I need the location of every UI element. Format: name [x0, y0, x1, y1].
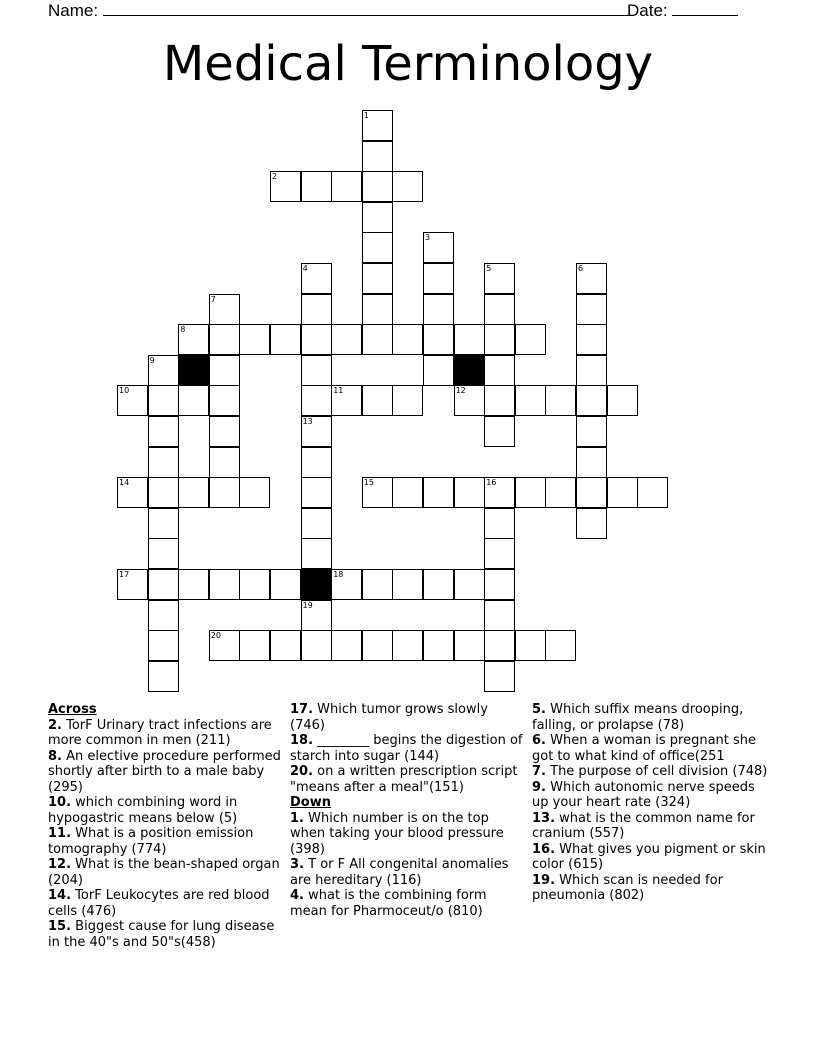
- grid-cell[interactable]: [484, 416, 515, 447]
- grid-cell[interactable]: [209, 355, 240, 386]
- clue-down-7: 7. The purpose of cell division (748): [532, 764, 768, 779]
- grid-cell[interactable]: [301, 447, 332, 478]
- clue-number: 20: [210, 631, 221, 641]
- grid-cell[interactable]: [148, 538, 179, 569]
- clues-column-3: [532, 702, 772, 904]
- grid-cell[interactable]: [209, 447, 240, 478]
- grid-cell[interactable]: [454, 477, 485, 508]
- grid-cell[interactable]: [484, 600, 515, 631]
- grid-cell[interactable]: [392, 477, 423, 508]
- grid-cell[interactable]: [301, 477, 332, 508]
- grid-cell[interactable]: [484, 324, 515, 355]
- clue-number: 8: [180, 325, 186, 335]
- grid-cell[interactable]: [301, 324, 332, 355]
- grid-cell[interactable]: [484, 294, 515, 325]
- grid-cell[interactable]: [148, 477, 179, 508]
- grid-cell[interactable]: [362, 141, 393, 172]
- grid-cell[interactable]: [392, 569, 423, 600]
- across-heading: Across: [48, 702, 97, 717]
- black-cell: [301, 569, 332, 600]
- grid-cell[interactable]: [576, 324, 607, 355]
- grid-cell[interactable]: [392, 630, 423, 661]
- grid-cell[interactable]: [209, 324, 240, 355]
- grid-cell[interactable]: [178, 324, 209, 355]
- grid-cell[interactable]: [301, 630, 332, 661]
- grid-cell[interactable]: [423, 477, 454, 508]
- grid-cell[interactable]: [301, 294, 332, 325]
- grid-cell[interactable]: [148, 600, 179, 631]
- grid-cell[interactable]: [576, 385, 607, 416]
- grid-cell[interactable]: [484, 508, 515, 539]
- grid-cell[interactable]: [423, 294, 454, 325]
- grid-cell[interactable]: [607, 477, 638, 508]
- grid-cell[interactable]: [515, 385, 546, 416]
- grid-cell[interactable]: [301, 355, 332, 386]
- clue-number: 19: [302, 600, 313, 610]
- clue-down-19: 19. Which scan is needed for pneumonia (802): [532, 872, 723, 903]
- grid-cell[interactable]: [301, 508, 332, 539]
- grid-cell[interactable]: [362, 171, 393, 202]
- clue-across-11: 11. What is a position emission tomography (774): [48, 826, 254, 857]
- grid-cell[interactable]: [484, 569, 515, 600]
- grid-cell[interactable]: [423, 324, 454, 355]
- puzzle-title: Medical Terminology: [162, 36, 654, 92]
- clue-number: 10: [119, 386, 130, 396]
- clue-across-18: 18. ________ begins the digestion of starch into sugar (144): [290, 733, 523, 764]
- clue-down-9: 9. Which autonomic nerve speeds up your heart rate (324): [532, 779, 755, 810]
- grid-cell[interactable]: [454, 630, 485, 661]
- grid-cell[interactable]: [362, 477, 393, 508]
- clue-across-17: 17. Which tumor grows slowly (746): [290, 702, 488, 733]
- grid-cell[interactable]: [209, 385, 240, 416]
- clue-down-3: 3. T or F All congenital anomalies are hereditary (116): [290, 857, 509, 888]
- grid-cell[interactable]: [362, 630, 393, 661]
- grid-cell[interactable]: [301, 385, 332, 416]
- grid-cell[interactable]: [576, 355, 607, 386]
- grid-cell[interactable]: [484, 538, 515, 569]
- grid-cell[interactable]: [362, 385, 393, 416]
- grid-cell[interactable]: [301, 600, 332, 631]
- black-cell: [454, 355, 485, 386]
- grid-cell[interactable]: [148, 661, 179, 692]
- clues-column-2: [290, 702, 525, 919]
- clue-number: 2: [272, 172, 278, 182]
- clue-number: 18: [333, 570, 344, 579]
- grid-cell[interactable]: [331, 385, 362, 416]
- grid-cell[interactable]: [117, 477, 148, 508]
- grid-cell[interactable]: [392, 385, 423, 416]
- grid-cell[interactable]: [209, 416, 240, 447]
- grid-cell[interactable]: [209, 294, 240, 325]
- grid-cell[interactable]: [576, 263, 607, 294]
- grid-cell[interactable]: [454, 569, 485, 600]
- clue-number: 4: [302, 264, 308, 273]
- grid-cell[interactable]: [148, 385, 179, 416]
- grid-cell[interactable]: [331, 171, 362, 202]
- down-heading: Down: [290, 795, 331, 810]
- grid-cell[interactable]: [545, 630, 576, 661]
- clues-column-1: [48, 702, 283, 950]
- grid-cell[interactable]: [454, 385, 485, 416]
- grid-cell[interactable]: [515, 477, 546, 508]
- grid-cell[interactable]: [117, 385, 148, 416]
- grid-cell[interactable]: [148, 508, 179, 539]
- clue-number: 13: [302, 417, 313, 426]
- grid-cell[interactable]: [331, 569, 362, 600]
- grid-cell[interactable]: [209, 477, 240, 508]
- grid-cell[interactable]: [423, 569, 454, 600]
- grid-cell[interactable]: [148, 447, 179, 478]
- clue-number: 3: [425, 233, 431, 243]
- grid-cell[interactable]: [362, 232, 393, 263]
- grid-cell[interactable]: [301, 263, 332, 294]
- grid-cell[interactable]: [362, 263, 393, 294]
- clue-down-16: 16. What gives you pigment or skin color (615): [532, 841, 766, 872]
- grid-cell[interactable]: [148, 630, 179, 661]
- grid-cell[interactable]: [484, 477, 515, 508]
- grid-cell[interactable]: [392, 171, 423, 202]
- grid-cell[interactable]: [148, 355, 179, 386]
- grid-cell[interactable]: [331, 324, 362, 355]
- clue-number: 15: [363, 478, 374, 488]
- clue-across-15: 15. Biggest cause for lung disease in the 40"s and 50"s(458): [48, 919, 275, 950]
- grid-cell[interactable]: [515, 630, 546, 661]
- grid-cell[interactable]: [239, 477, 270, 508]
- grid-cell[interactable]: [362, 202, 393, 233]
- grid-cell[interactable]: [484, 661, 515, 692]
- grid-cell[interactable]: [117, 569, 148, 600]
- grid-cell[interactable]: [270, 569, 301, 600]
- grid-cell[interactable]: [209, 569, 240, 600]
- grid-cell[interactable]: [484, 630, 515, 661]
- grid-cell[interactable]: [576, 294, 607, 325]
- date-label: Date:: [627, 1, 668, 20]
- grid-cell[interactable]: [239, 324, 270, 355]
- grid-cell[interactable]: [576, 416, 607, 447]
- grid-cell[interactable]: [454, 324, 485, 355]
- clue-down-4: 4. what is the combining form mean for Pharmoceut/o (810): [290, 888, 487, 919]
- grid-cell[interactable]: [423, 630, 454, 661]
- clue-down-5: 5. Which suffix means drooping, falling, or prolapse (78): [532, 702, 744, 733]
- grid-cell[interactable]: [576, 508, 607, 539]
- clue-across-8: 8. An elective procedure performed shortly after birth to a male baby (295): [48, 748, 281, 795]
- clue-number: 1: [363, 111, 369, 120]
- grid-cell[interactable]: [301, 416, 332, 447]
- grid-cell[interactable]: [545, 385, 576, 416]
- grid-cell[interactable]: [178, 477, 209, 508]
- grid-cell[interactable]: [484, 385, 515, 416]
- clue-number: 17: [119, 570, 130, 579]
- grid-cell[interactable]: [270, 630, 301, 661]
- grid-cell[interactable]: [637, 477, 668, 508]
- clue-number: 14: [119, 478, 130, 488]
- grid-cell[interactable]: [362, 294, 393, 325]
- grid-cell[interactable]: [484, 263, 515, 294]
- grid-cell[interactable]: [270, 171, 301, 202]
- name-label: Name:: [48, 1, 99, 20]
- grid-cell[interactable]: [576, 477, 607, 508]
- clue-number: 12: [455, 386, 466, 396]
- clue-number: 16: [486, 478, 497, 488]
- clue-across-10: 10. which combining word in hypogastric means below (5): [48, 795, 238, 826]
- grid-cell[interactable]: [576, 447, 607, 478]
- clue-across-14: 14. TorF Leukocytes are red blood cells (476): [48, 888, 270, 919]
- grid-cell[interactable]: [362, 569, 393, 600]
- grid-cell[interactable]: [515, 324, 546, 355]
- black-cell: [178, 355, 209, 386]
- grid-cell[interactable]: [423, 232, 454, 263]
- grid-cell[interactable]: [239, 569, 270, 600]
- clue-number: 5: [486, 264, 492, 273]
- grid-cell[interactable]: [331, 630, 362, 661]
- grid-cell[interactable]: [423, 355, 454, 386]
- grid-cell[interactable]: [484, 355, 515, 386]
- clue-down-6: 6. When a woman is pregnant she got to what kind of office(251: [532, 733, 757, 764]
- grid-cell[interactable]: [301, 538, 332, 569]
- grid-cell[interactable]: [239, 630, 270, 661]
- grid-cell[interactable]: [392, 324, 423, 355]
- clue-across-12: 12. What is the bean-shaped organ (204): [48, 857, 280, 888]
- grid-cell[interactable]: [148, 569, 179, 600]
- clue-number: 11: [333, 386, 344, 396]
- grid-cell[interactable]: [607, 385, 638, 416]
- clue-down-1: 1. Which number is on the top when taking your blood pressure (398): [290, 810, 504, 857]
- grid-cell[interactable]: [270, 324, 301, 355]
- clue-across-2: 2. TorF Urinary tract infections are more common in men (211): [48, 717, 272, 748]
- grid-cell[interactable]: [209, 630, 240, 661]
- grid-cell[interactable]: [545, 477, 576, 508]
- grid-cell[interactable]: [362, 110, 393, 141]
- grid-cell[interactable]: [423, 263, 454, 294]
- clue-down-13: 13. what is the common name for cranium (557): [532, 810, 755, 841]
- clue-number: 6: [578, 264, 584, 273]
- grid-cell[interactable]: [178, 569, 209, 600]
- grid-cell[interactable]: [362, 324, 393, 355]
- clue-number: 9: [149, 355, 155, 365]
- clue-across-20: 20. on a written prescription script "means after a meal"(151): [290, 764, 518, 795]
- clue-number: 7: [210, 294, 216, 304]
- grid-cell[interactable]: [301, 171, 332, 202]
- grid-cell[interactable]: [178, 385, 209, 416]
- grid-cell[interactable]: [148, 416, 179, 447]
